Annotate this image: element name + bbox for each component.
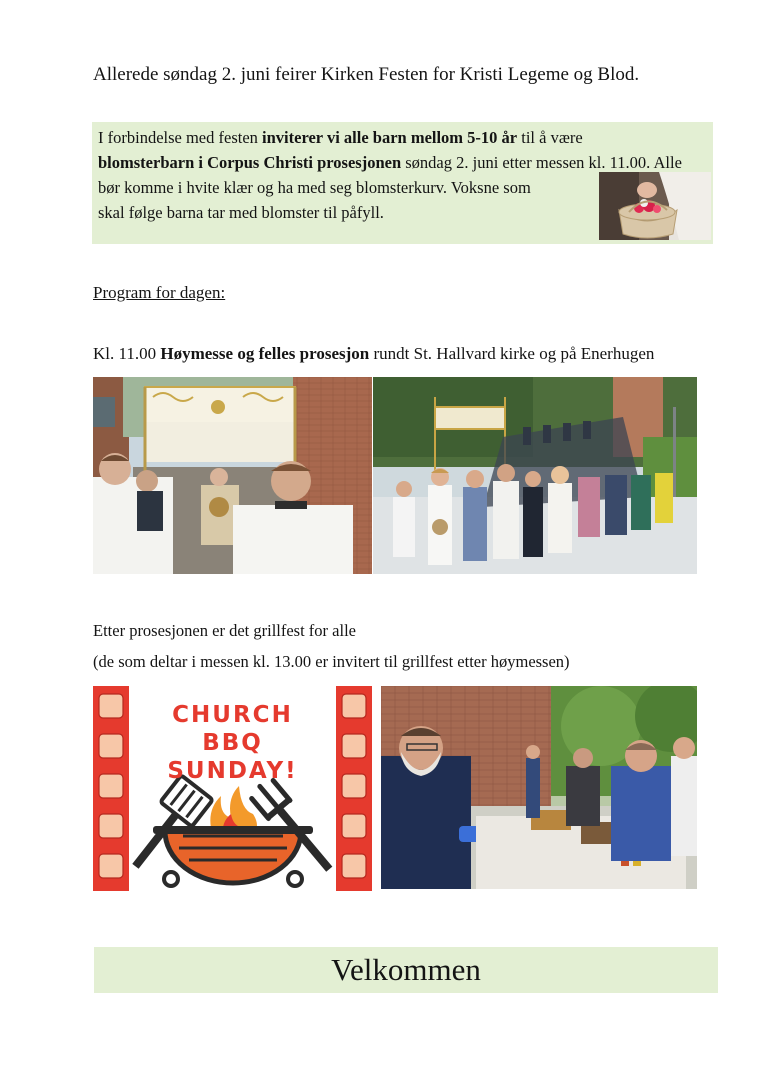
church-bbq-sunday-poster [93,686,372,891]
procession-street-photo [373,377,697,574]
poster-line-sunday: SUNDAY! [167,758,298,784]
invitation-box [92,122,713,244]
procession-canopy-photo [93,377,372,574]
procession-line: Kl. 11.00 Høymesse og felles prosesjon rundt St. Hallvard kirke og på Enerhugen [93,344,655,363]
welcome-banner [94,947,718,993]
flower-basket-photo [599,172,711,240]
grill-line-1: Etter prosesjonen er det grillfest for alle [93,621,356,640]
grill-party-photo [381,686,697,889]
program-heading: Program for dagen: [93,283,226,302]
poster-line-church: CHURCH [172,702,293,728]
poster-line-bbq: BBQ [202,730,263,756]
headline: Allerede søndag 2. juni feirer Kirken Festen for Kristi Legeme og Blod. [93,64,640,85]
grill-line-2: (de som deltar i messen kl. 13.00 er invitert til grillfest etter høymessen) [93,652,570,671]
invitation-text: I forbindelse med festen inviterer vi alle barn mellom 5-10 år til å være blomsterbarn i Corpus Christi prosesjonen søndag 2. juni etter messen kl. 11.00. Alle bør komme i hvite klær og ha med seg blomsterkurv. Voksne som skal følge barna tar med blomster til påfyll. [98,128,682,222]
welcome-text: Velkommen [331,952,481,987]
